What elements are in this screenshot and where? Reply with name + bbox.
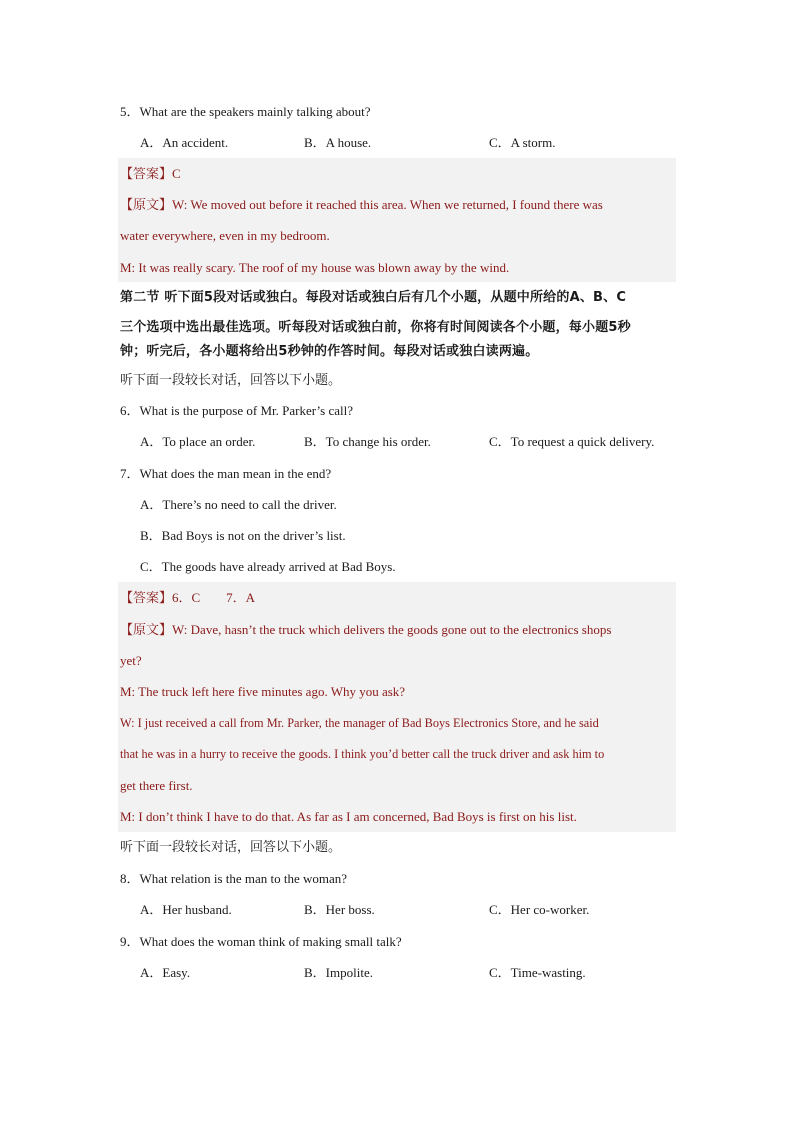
q9-option-b: B．Impolite. — [304, 965, 373, 980]
dialogue-intro: 听下面一段较长对话，回答以下小题。 — [120, 373, 342, 388]
question-8: 8．What relation is the man to the woman? — [120, 871, 348, 886]
q8-option-c: C．Her co-worker. — [489, 902, 590, 917]
section-heading-line: 钟；听完后，各小题将给出5秒钟的作答时间。每段对话或独白读两遍。 — [120, 344, 539, 359]
q5-option-b: B．A house. — [304, 135, 372, 150]
question-5: 5．What are the speakers mainly talking about? — [120, 104, 371, 119]
dialogue-intro: 听下面一段较长对话，回答以下小题。 — [120, 840, 342, 855]
q9-option-c: C．Time-wasting. — [489, 965, 586, 980]
q9-option-a: A．Easy. — [140, 965, 191, 980]
script-line — [120, 197, 676, 214]
script-line: M: The truck left here five minutes ago. Why you ask? — [120, 684, 406, 699]
script-line: that he was in a hurry to receive the goods. I think you’d better call the truck driver and ask him to — [120, 747, 605, 761]
question-9: 9．What does the woman think of making small talk? — [120, 934, 402, 949]
answer-block-1 — [118, 158, 676, 282]
answer-value: 6．C 7．A — [172, 590, 256, 605]
q7-option-c: C．The goods have already arrived at Bad Boys. — [140, 559, 396, 574]
q8-option-a: A．Her husband. — [140, 902, 232, 917]
script-line: M: I don’t think I have to do that. As far as I am concerned, Bad Boys is first on his list. — [120, 809, 577, 824]
q5-option-c: C．A storm. — [489, 135, 556, 150]
answer-tag: 【答案】 — [120, 167, 173, 182]
answer-line — [120, 590, 676, 607]
q6-option-c: C．To request a quick delivery. — [489, 434, 655, 449]
section-heading-line: 三个选项中选出最佳选项。听每段对话或独白前，你将有时间阅读各个小题，每小题5秒 — [120, 320, 631, 335]
q5-option-a: A．An accident. — [140, 135, 229, 150]
section-heading-line: 第二节 听下面5段对话或独白。每段对话或独白后有几个小题，从题中所给的A、B、C — [120, 290, 627, 305]
answer-value: C — [172, 166, 181, 181]
q6-option-b: B．To change his order. — [304, 434, 431, 449]
script-line: get there first. — [120, 778, 193, 793]
script-line: M: It was really scary. The roof of my house was blown away by the wind. — [120, 260, 510, 275]
question-7: 7．What does the man mean in the end? — [120, 466, 332, 481]
script-line — [120, 622, 676, 639]
answer-line — [120, 166, 676, 183]
script-tag: 【原文】 — [120, 198, 173, 213]
script-tag: 【原文】 — [120, 623, 173, 638]
script-line: W: I just received a call from Mr. Parker, the manager of Bad Boys Electronics Store, and he said — [120, 716, 599, 730]
q7-option-b: B．Bad Boys is not on the driver’s list. — [140, 528, 346, 543]
q7-option-a: A．There’s no need to call the driver. — [140, 497, 337, 512]
q6-option-a: A．To place an order. — [140, 434, 256, 449]
answer-block-2 — [118, 582, 676, 832]
q8-option-b: B．Her boss. — [304, 902, 375, 917]
script-line: water everywhere, even in my bedroom. — [120, 228, 330, 243]
script-line: yet? — [120, 653, 142, 668]
script-text: W: We moved out before it reached this area. When we returned, I found there was — [172, 197, 603, 212]
script-text: W: Dave, hasn’t the truck which delivers the goods gone out to the electronics shops — [172, 622, 612, 637]
answer-tag: 【答案】 — [120, 591, 173, 606]
question-6: 6．What is the purpose of Mr. Parker’s call? — [120, 403, 353, 418]
